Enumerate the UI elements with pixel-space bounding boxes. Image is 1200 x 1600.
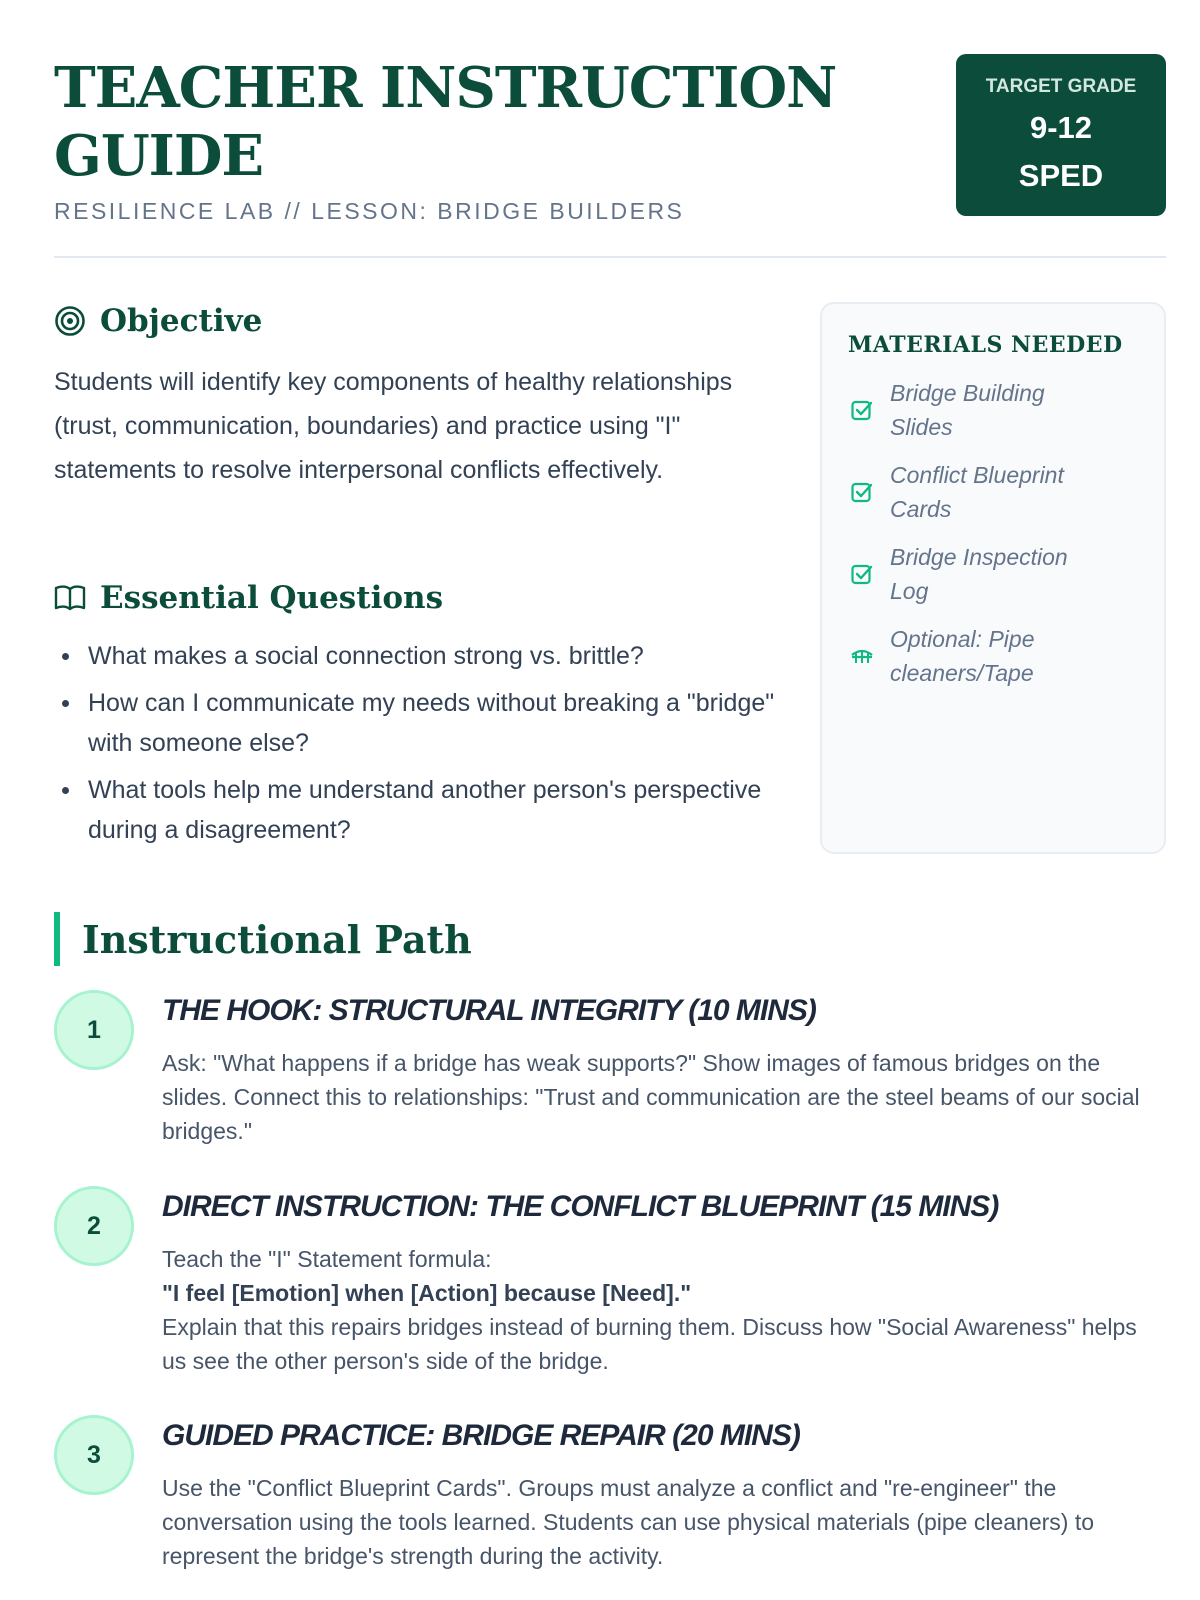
list-item: What tools help me understand another person's perspective during a disagreement?	[54, 770, 784, 850]
essential-questions-list	[54, 636, 784, 857]
step-description: Use the "Conflict Blueprint Cards". Groups must analyze a conflict and "re-engineer" the conversation using the tools learned. Students can use physical materials (pipe cleaners) to represent the bridge's strength during the activity.	[162, 1475, 1095, 1569]
page-header	[54, 54, 1166, 258]
grade-value	[956, 104, 1166, 200]
step-explanation: Explain that this repairs bridges instead of burning them. Discuss how "Social Awareness" helps us see the other person's side of the bridge.	[162, 1314, 1137, 1374]
checkbox-icon	[848, 480, 876, 504]
material-label: Bridge Inspection Log	[890, 544, 1068, 604]
step-number-badge: 2	[54, 1186, 134, 1266]
step-title: DIRECT INSTRUCTION: THE CONFLICT BLUEPRINT (15 MINS)	[162, 1190, 999, 1223]
material-label: Bridge Building Slides	[890, 380, 1045, 440]
bridge-icon	[848, 646, 876, 666]
material-label: Conflict Blueprint Cards	[890, 462, 1064, 522]
step-intro: Teach the "I" Statement formula:	[162, 1246, 492, 1272]
grade-value-program: SPED	[1018, 158, 1104, 193]
materials-heading: MATERIALS NEEDED	[848, 332, 1123, 358]
i-statement-formula: "I feel [Emotion] when [Action] because [Need]."	[162, 1280, 692, 1306]
target-icon	[54, 305, 86, 337]
page-title: TEACHER INSTRUCTION GUIDE	[54, 55, 837, 189]
step-title: THE HOOK: STRUCTURAL INTEGRITY (10 MINS)	[162, 994, 816, 1027]
essential-questions-heading	[54, 580, 443, 616]
objective-heading-text: Objective	[100, 303, 263, 339]
grade-label: TARGET GRADE	[985, 76, 1137, 97]
instructional-path-heading: Instructional Path	[54, 912, 472, 966]
objective-text: Students will identify key components of healthy relationships (trust, communication, boundaries) and practice using "I" statements to resolve interpersonal conflicts effectively.	[54, 368, 733, 484]
material-item	[848, 376, 1138, 444]
open-book-icon	[54, 584, 86, 612]
step-description	[162, 1242, 1166, 1378]
material-item	[848, 458, 1138, 526]
objective-heading	[54, 303, 262, 339]
step-description: Ask: "What happens if a bridge has weak supports?" Show images of famous bridges on the slides. Connect this to relationships: "Trust and communication are the steel beams of our social bridges."	[162, 1050, 1140, 1144]
essential-questions-heading-text: Essential Questions	[100, 580, 444, 616]
material-label: Optional: Pipe cleaners/Tape	[890, 626, 1035, 686]
step-number-badge: 3	[54, 1415, 134, 1495]
material-item	[848, 540, 1138, 608]
list-item: How can I communicate my needs without breaking a "bridge" with someone else?	[54, 683, 784, 763]
list-item: What makes a social connection strong vs. brittle?	[54, 636, 784, 676]
materials-panel	[820, 302, 1166, 854]
target-grade-badge	[956, 54, 1166, 216]
checkbox-icon	[848, 562, 876, 586]
lesson-subtitle: RESILIENCE LAB // LESSON: BRIDGE BUILDERS	[54, 198, 685, 224]
step-number-badge: 1	[54, 990, 134, 1070]
step-title: GUIDED PRACTICE: BRIDGE REPAIR (20 MINS)	[162, 1419, 800, 1452]
checkbox-icon	[848, 398, 876, 422]
material-item	[848, 622, 1138, 690]
grade-value-range: 9-12	[1029, 110, 1093, 145]
